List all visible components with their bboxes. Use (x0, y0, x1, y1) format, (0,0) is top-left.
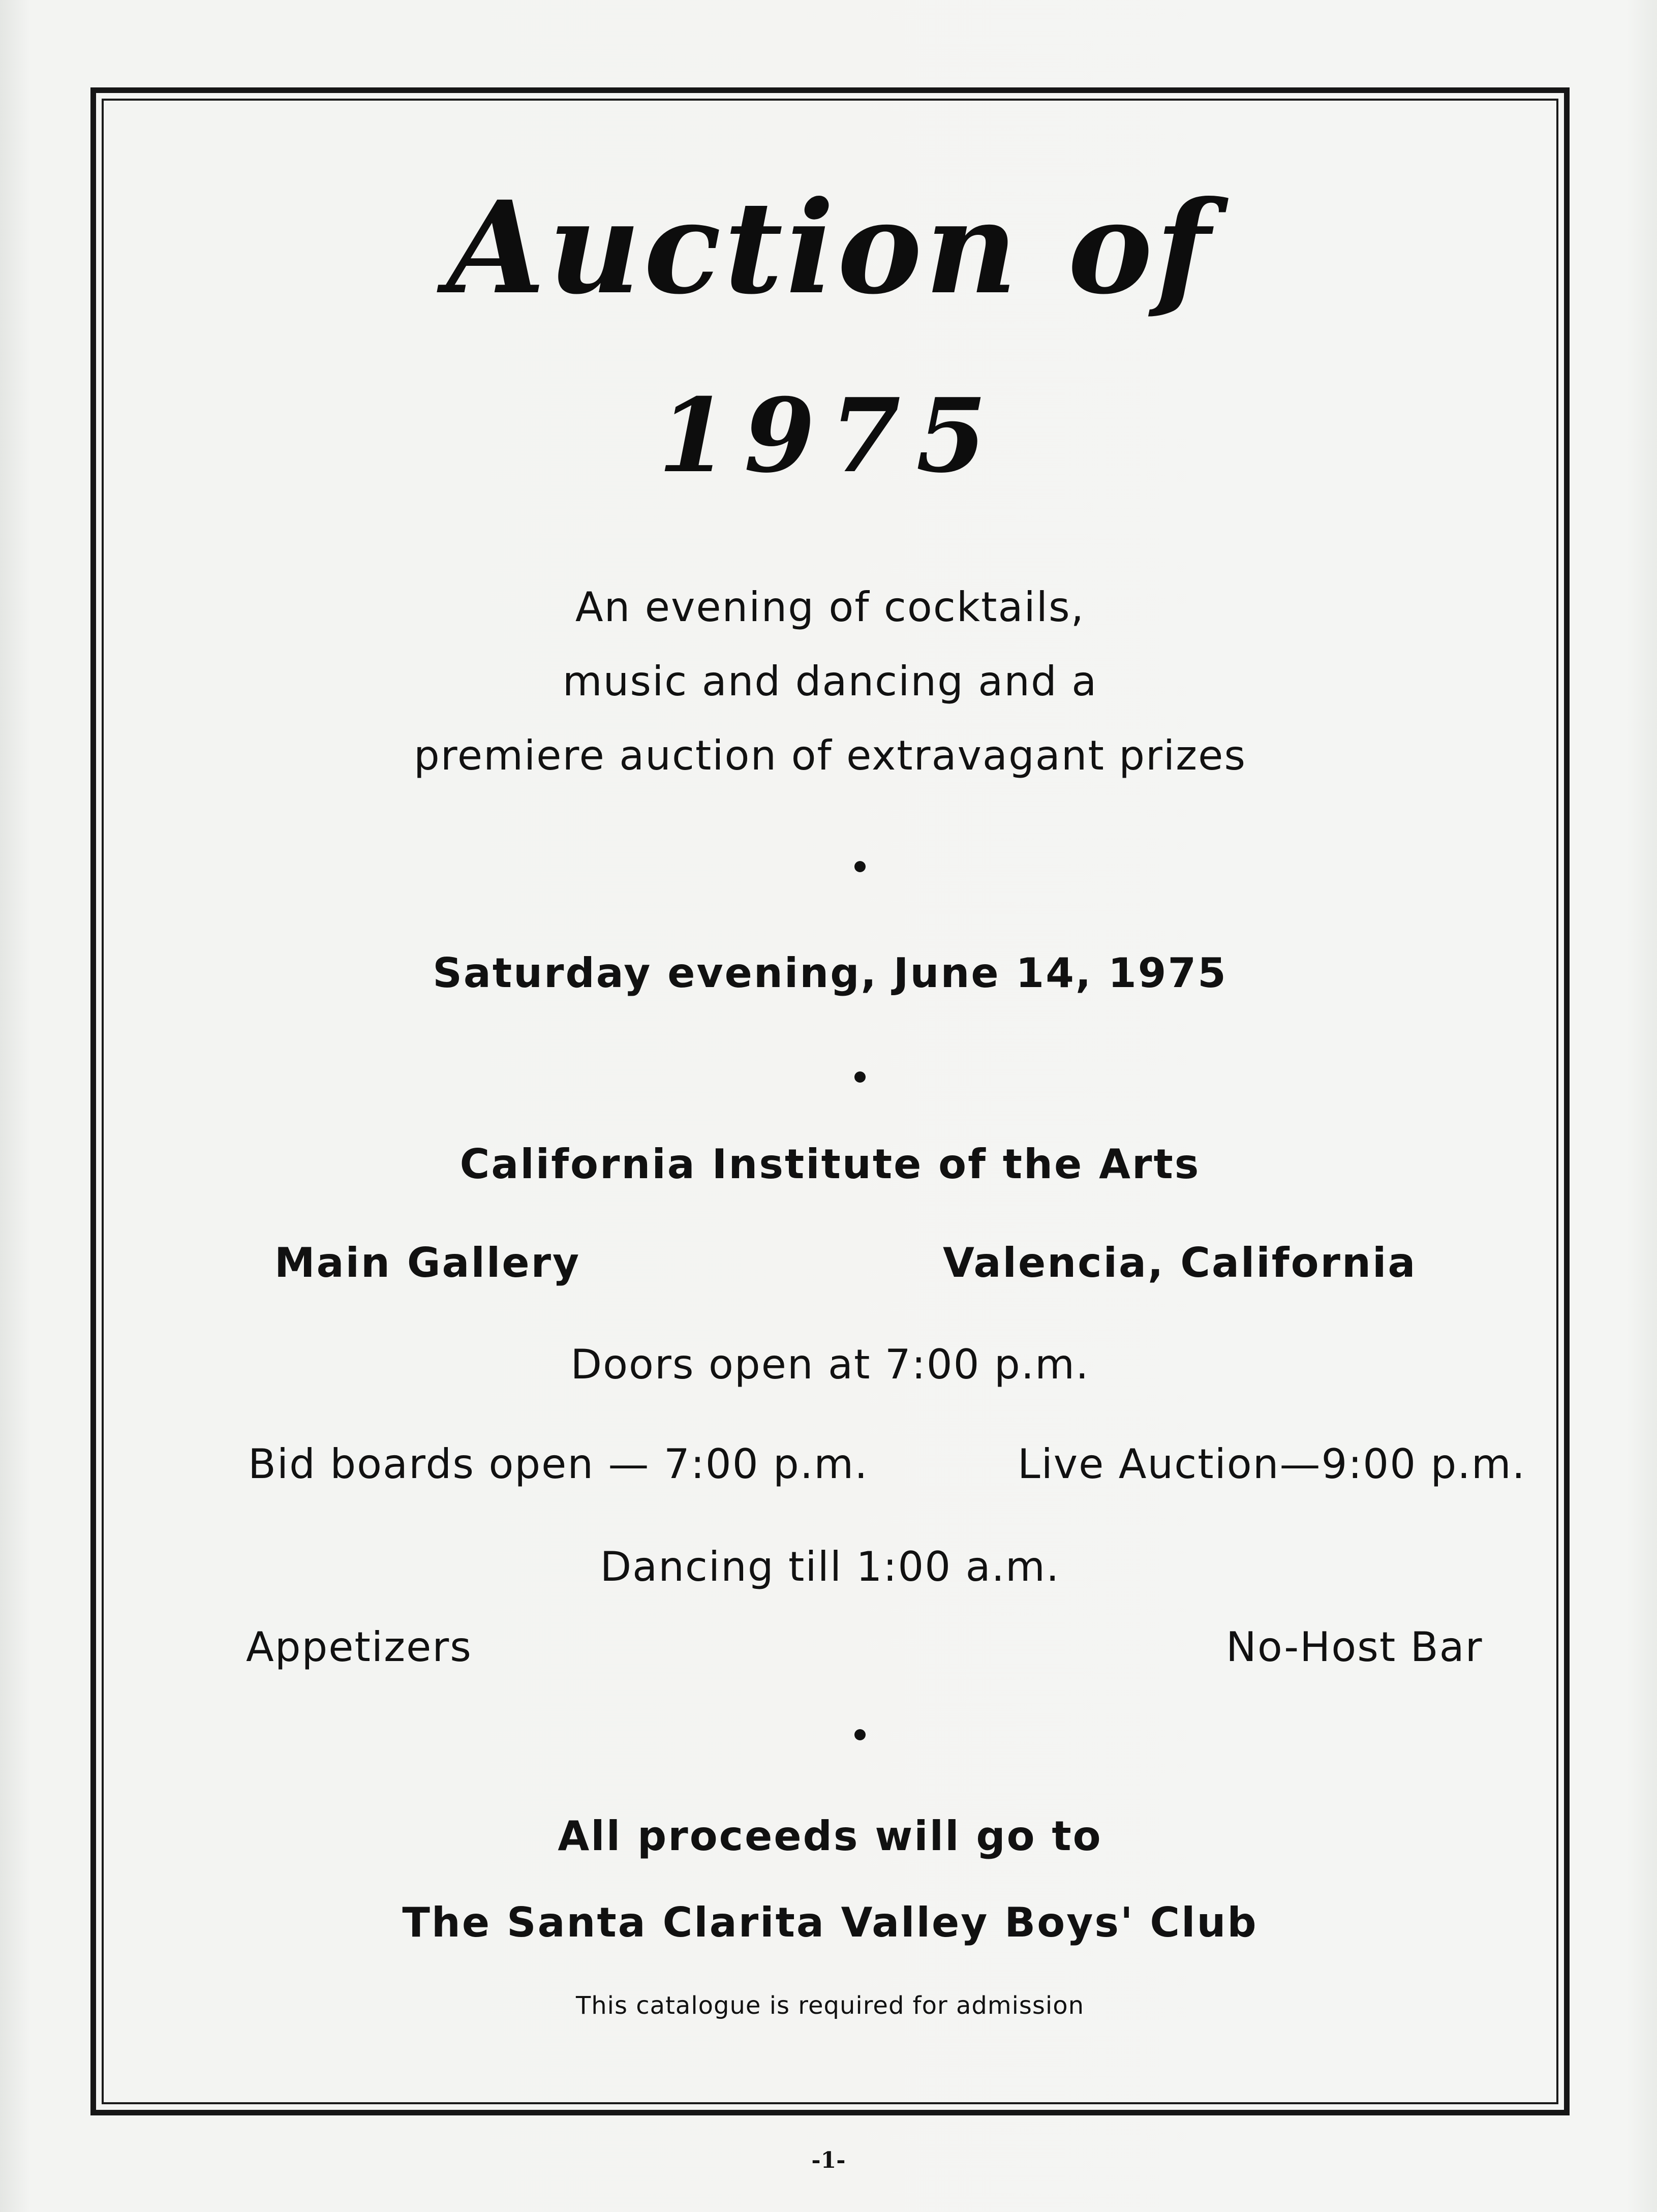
venue-institution: California Institute of the Arts (459, 1141, 1201, 1188)
appetizers-label: Appetizers (246, 1623, 472, 1671)
venue-gallery: Main Gallery (274, 1239, 581, 1286)
bid-boards-time: Bid boards open — 7:00 p.m. (248, 1440, 869, 1488)
admission-note: This catalogue is required for admission (575, 1991, 1085, 2020)
title-auction-of: Auction of (446, 173, 1214, 322)
event-date: Saturday evening, June 14, 1975 (433, 949, 1228, 997)
live-auction-time: Live Auction—9:00 p.m. (1018, 1440, 1526, 1488)
doors-open: Doors open at 7:00 p.m. (570, 1341, 1090, 1388)
title-year: 1975 (658, 376, 1002, 496)
bullet-divider-2 (854, 1071, 866, 1083)
intro-line-2: music and dancing and a (562, 658, 1098, 705)
no-host-bar-label: No-Host Bar (1226, 1623, 1483, 1671)
venue-city: Valencia, California (943, 1239, 1417, 1286)
bullet-divider-1 (854, 861, 866, 872)
dancing-time: Dancing till 1:00 a.m. (600, 1543, 1060, 1590)
proceeds-line-1: All proceeds will go to (558, 1812, 1102, 1860)
bullet-divider-3 (854, 1729, 866, 1740)
intro-line-3: premiere auction of extravagant prizes (413, 732, 1247, 779)
proceeds-beneficiary: The Santa Clarita Valley Boys' Club (402, 1899, 1258, 1946)
intro-line-1: An evening of cocktails, (575, 583, 1085, 631)
page-number: -1- (811, 2147, 846, 2173)
